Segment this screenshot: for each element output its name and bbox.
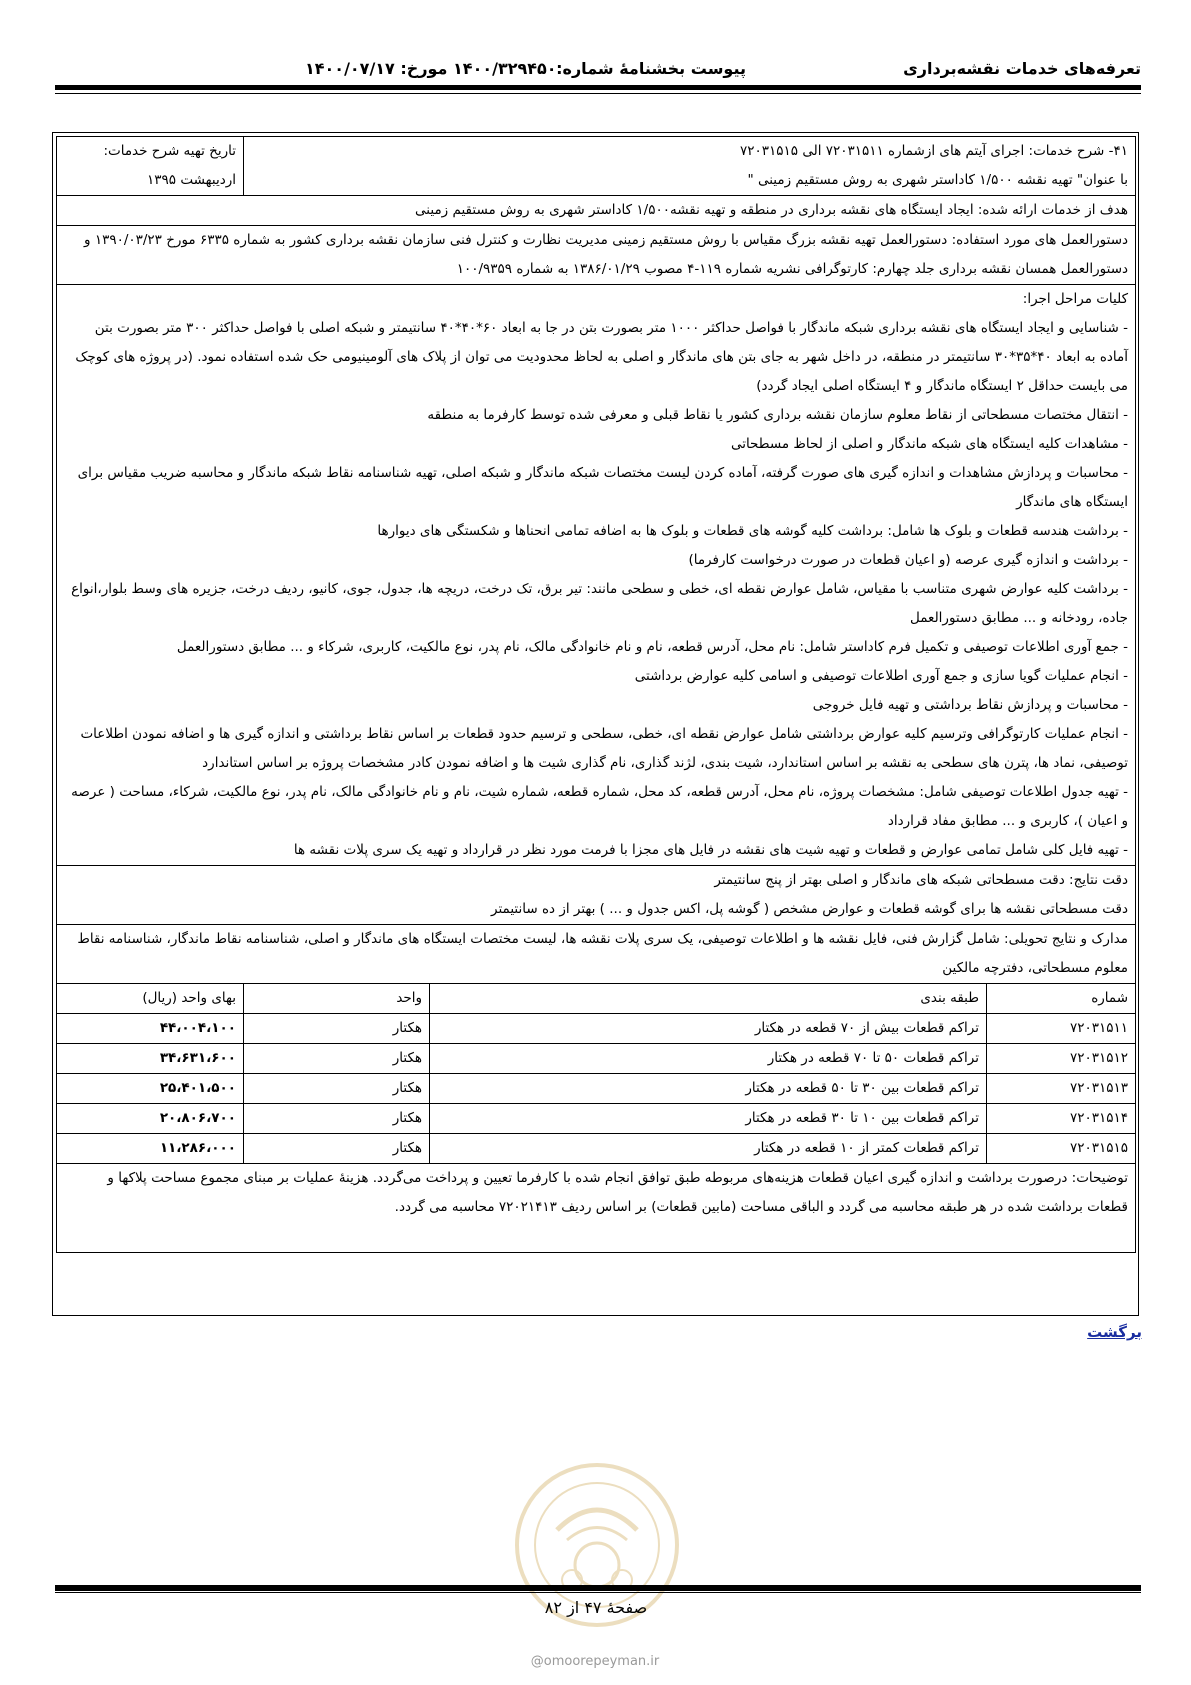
steps-title: کلیات مراحل اجرا: (1022, 291, 1129, 307)
step-item: - انتقال مختصات مسطحاتی از نقاط معلوم سازمان نقشه برداری کشور یا نقاط قبلی و معرفی شده توسط کارفرما به منطقه (427, 407, 1129, 423)
page-number: صفحهٔ ۴۷ از ۸۲ (544, 1598, 648, 1617)
step-item: - محاسبات و پردازش مشاهدات و اندازه گیری های صورت گرفته، آماده کردن لیست مختصات شبکه ماندگار و شبکه اصلی، تهیه شناسنامه نقاط شبکه ماندگار و محاسبه ضریب مقیاس برای ایستگاه های ماندگار (77, 465, 1129, 510)
accuracy-row (57, 866, 1136, 925)
deliverables-text: مدارک و نتایج تحویلی: شامل گزارش فنی، فایل نقشه ها و اطلاعات توصیفی، یک سری پلات نقشه ها، لیست مختصات ایستگاه های ماندگار و اصلی، شناسنامه نقاط ماندگار، شناسنامه نقاط معلوم مسطحاتی، دفترچه مالکین (57, 925, 1136, 984)
row-unit: هکتار (244, 1074, 430, 1104)
step-item: - مشاهدات کلیه ایستگاه های شبکه ماندگار و اصلی از لحاظ مسطحاتی (730, 436, 1129, 452)
row-price: ۴۴،۰۰۴،۱۰۰ (57, 1014, 244, 1044)
document-title: تعرفه‌های خدمات نقشه‌برداری (903, 59, 1141, 78)
row-code: ۷۲۰۳۱۵۱۴ (987, 1104, 1136, 1134)
tariff-sheet (56, 136, 1136, 1253)
row-price: ۳۴،۶۳۱،۶۰۰ (57, 1044, 244, 1074)
step-item: - برداشت هندسه قطعات و بلوک ها شامل: برداشت کلیه گوشه های قطعات و بلوک ها به اضافه تمامی انحناها و شکستگی های دیوارها (377, 523, 1129, 539)
goal-row (57, 196, 1136, 226)
attachment-label: پیوست بخشنامهٔ شماره: (556, 59, 746, 78)
watermark: @omoorepeyman.ir (530, 1654, 660, 1669)
footer-rule-thin (55, 1592, 1141, 1593)
service-date-value: اردیبهشت ۱۳۹۵ (147, 172, 236, 188)
row-category: تراکم قطعات بیش از ۷۰ قطعه در هکتار (430, 1014, 987, 1044)
row-category: تراکم قطعات کمتر از ۱۰ قطعه در هکتار (430, 1134, 987, 1164)
notes-text: توضیحات: درصورت برداشت و اندازه گیری اعیان قطعات هزینه‌های مربوطه طبق توافق انجام شده با کارفرما تعیین و پرداخت می‌گردد. هزینهٔ عملیات بر مبنای مجموع مساحت پلاکها و قطعات برداشت شده در هر طبقه محاسبه می گردد و الباقی مساحت (مابین قطعات) بر اساس ردیف ۷۲۰۲۱۴۱۳ محاسبه می گردد. (57, 1164, 1136, 1253)
steps-row (57, 285, 1136, 866)
table-row (57, 1044, 1136, 1074)
row-code: ۷۲۰۳۱۵۱۲ (987, 1044, 1136, 1074)
table-row (57, 1134, 1136, 1164)
header-code: شماره (987, 984, 1136, 1014)
step-item: - برداشت کلیه عوارض شهری متناسب با مقیاس، شامل عوارض نقطه ای، خطی و سطحی مانند: تیر برق، تک درخت، دریچه ها، جدول، جوی، کانیو، ردیف درخت، جزیره های وسط بلوار،انواع جاده، رودخانه و ... مطابق دستورالعمل (71, 581, 1129, 626)
steps-cell (57, 285, 1136, 866)
instructions-row (57, 226, 1136, 285)
step-item: - انجام عملیات گویا سازی و جمع آوری اطلاعات توصیفی و اسامی کلیه عوارض برداشتی (634, 668, 1129, 684)
row-unit: هکتار (244, 1134, 430, 1164)
service-date-cell (57, 137, 244, 196)
deliverables-row (57, 925, 1136, 984)
step-item: - برداشت و اندازه گیری عرصه (و اعیان قطعات در صورت درخواست کارفرما) (688, 552, 1129, 568)
step-item: - محاسبات و پردازش نقاط برداشتی و تهیه فایل خروجی (812, 697, 1129, 713)
accuracy-line: دقت نتایج: دقت مسطحاتی شبکه های ماندگار و اصلی بهتر از پنج سانتیمتر (714, 872, 1129, 888)
accuracy-cell (57, 866, 1136, 925)
service-row (57, 137, 1136, 196)
header-rule-thick (55, 85, 1141, 90)
step-item: - تهیه فایل کلی شامل تمامی عوارض و قطعات و تهیه شیت های نقشه در فایل های مجزا با فرمت مورد نظر در قرارداد و تهیه یک سری پلات نقشه ها (293, 842, 1129, 858)
row-price: ۱۱،۲۸۶،۰۰۰ (57, 1134, 244, 1164)
service-description (244, 137, 1136, 196)
row-code: ۷۲۰۳۱۵۱۵ (987, 1134, 1136, 1164)
step-item: - شناسایی و ایجاد ایستگاه های نقشه برداری شبکه ماندگار با فواصل حداکثر ۱۰۰۰ متر بصورت بتن در جا به ابعاد ۶۰*۴۰*۴۰ سانتیمتر و شبکه اصلی با فواصل حداکثر ۳۰۰ متر بصورت بتن آماده به ابعاد ۴۰*۳۵*۳۰ سانتیمتر در منطقه، در داخل شهر به جای بتن های ماندگار و اصلی به لحاظ محدودیت می توان از پلاک های آلومینیومی حک شده استفاده نمود. (در پروژه های کوچک می بایست حداقل ۲ ایستگاه ماندگار و ۴ ایستگاه اصلی ایجاد گردد) (75, 320, 1129, 394)
table-row (57, 1074, 1136, 1104)
header-unit: واحد (244, 984, 430, 1014)
accuracy-line: دقت مسطحاتی نقشه ها برای گوشه قطعات و عوارض مشخص ( گوشه پل، اکس جدول و ... ) بهتر از ده سانتیمتر (491, 901, 1129, 917)
row-unit: هکتار (244, 1104, 430, 1134)
step-item: - جمع آوری اطلاعات توصیفی و تکمیل فرم کاداستر شامل: نام محل، آدرس قطعه، نام و نام خانوادگی مالک، نام پدر، نوع مالکیت، کاربری، شرکاء و ... مطابق دستورالعمل (176, 639, 1129, 655)
service-line-1: ۴۱- شرح خدمات: اجرای آیتم های ازشماره ۷۲۰۳۱۵۱۱ الی ۷۲۰۳۱۵۱۵ (740, 143, 1129, 159)
row-category: تراکم قطعات ۵۰ تا ۷۰ قطعه در هکتار (430, 1044, 987, 1074)
row-price: ۲۰،۸۰۶،۷۰۰ (57, 1104, 244, 1134)
row-unit: هکتار (244, 1014, 430, 1044)
circular-number-date: ۱۴۰۰/۳۲۹۴۵۰ مورخ: ۱۴۰۰/۰۷/۱۷ (305, 59, 557, 78)
step-item: - تهیه جدول اطلاعات توصیفی شامل: مشخصات پروژه، نام محل، آدرس قطعه، کد محل، شماره قطعه، شماره شیت، نام و نام خانوادگی مالک، نام پدر، نوع مالکیت، شرکاء، مساحت ( عرصه و اعیان )، کاربری و ... مطابق مفاد قرارداد (71, 784, 1129, 829)
row-price: ۲۵،۴۰۱،۵۰۰ (57, 1074, 244, 1104)
goal-text: هدف از خدمات ارائه شده: ایجاد ایستگاه های نقشه برداری در منطقه و تهیه نقشه۱/۵۰۰ کاداستر شهری به روش مستقیم زمینی (57, 196, 1136, 226)
service-line-2: با عنوان" تهیه نقشه ۱/۵۰۰ کاداستر شهری به روش مستقیم زمینی " (747, 172, 1129, 188)
row-category: تراکم قطعات بین ۳۰ تا ۵۰ قطعه در هکتار (430, 1074, 987, 1104)
table-row (57, 1104, 1136, 1134)
header-price: بهای واحد (ریال) (57, 984, 244, 1014)
table-row (57, 1014, 1136, 1044)
header-category: طبقه بندی (430, 984, 987, 1014)
row-category: تراکم قطعات بین ۱۰ تا ۳۰ قطعه در هکتار (430, 1104, 987, 1134)
row-unit: هکتار (244, 1044, 430, 1074)
back-link[interactable]: برگشت (1087, 1323, 1142, 1341)
page-header (55, 55, 1141, 85)
table-header-row (57, 984, 1136, 1014)
service-date-label: تاریخ تهیه شرح خدمات: (103, 143, 236, 159)
header-rule-thin (55, 93, 1141, 94)
row-code: ۷۲۰۳۱۵۱۱ (987, 1014, 1136, 1044)
step-item: - انجام عملیات کارتوگرافی وترسیم کلیه عوارض برداشتی شامل عوارض نقطه ای، خطی، سطحی و ترسیم حدود قطعات بر اساس نقاط برداشتی و اندازه گیری ها و اضافه نمودن اطلاعات توصیفی، نماد ها، پترن های سطحی به نقشه بر اساس استاندارد، شیت بندی، لژند گذاری، نام گذاری شیت ها و اضافه نمودن کادر مشخصات پروژه بر اساس استاندارد (80, 726, 1129, 771)
instructions-text: دستورالعمل های مورد استفاده: دستورالعمل تهیه نقشه بزرگ مقیاس با روش مستقیم زمینی مدیریت نظارت و کنترل فنی سازمان نقشه برداری کشور به شماره ۶۳۳۵ مورخ ۱۳۹۰/۰۳/۲۳ و دستورالعمل همسان نقشه برداری جلد چهارم: کارتوگرافی نشریه شماره ۱۱۹-۴ مصوب ۱۳۸۶/۰۱/۲۹ به شماره ۱۰۰/۹۳۵۹ (57, 226, 1136, 285)
notes-row (57, 1164, 1136, 1253)
footer-rule-thick (55, 1585, 1141, 1591)
row-code: ۷۲۰۳۱۵۱۳ (987, 1074, 1136, 1104)
